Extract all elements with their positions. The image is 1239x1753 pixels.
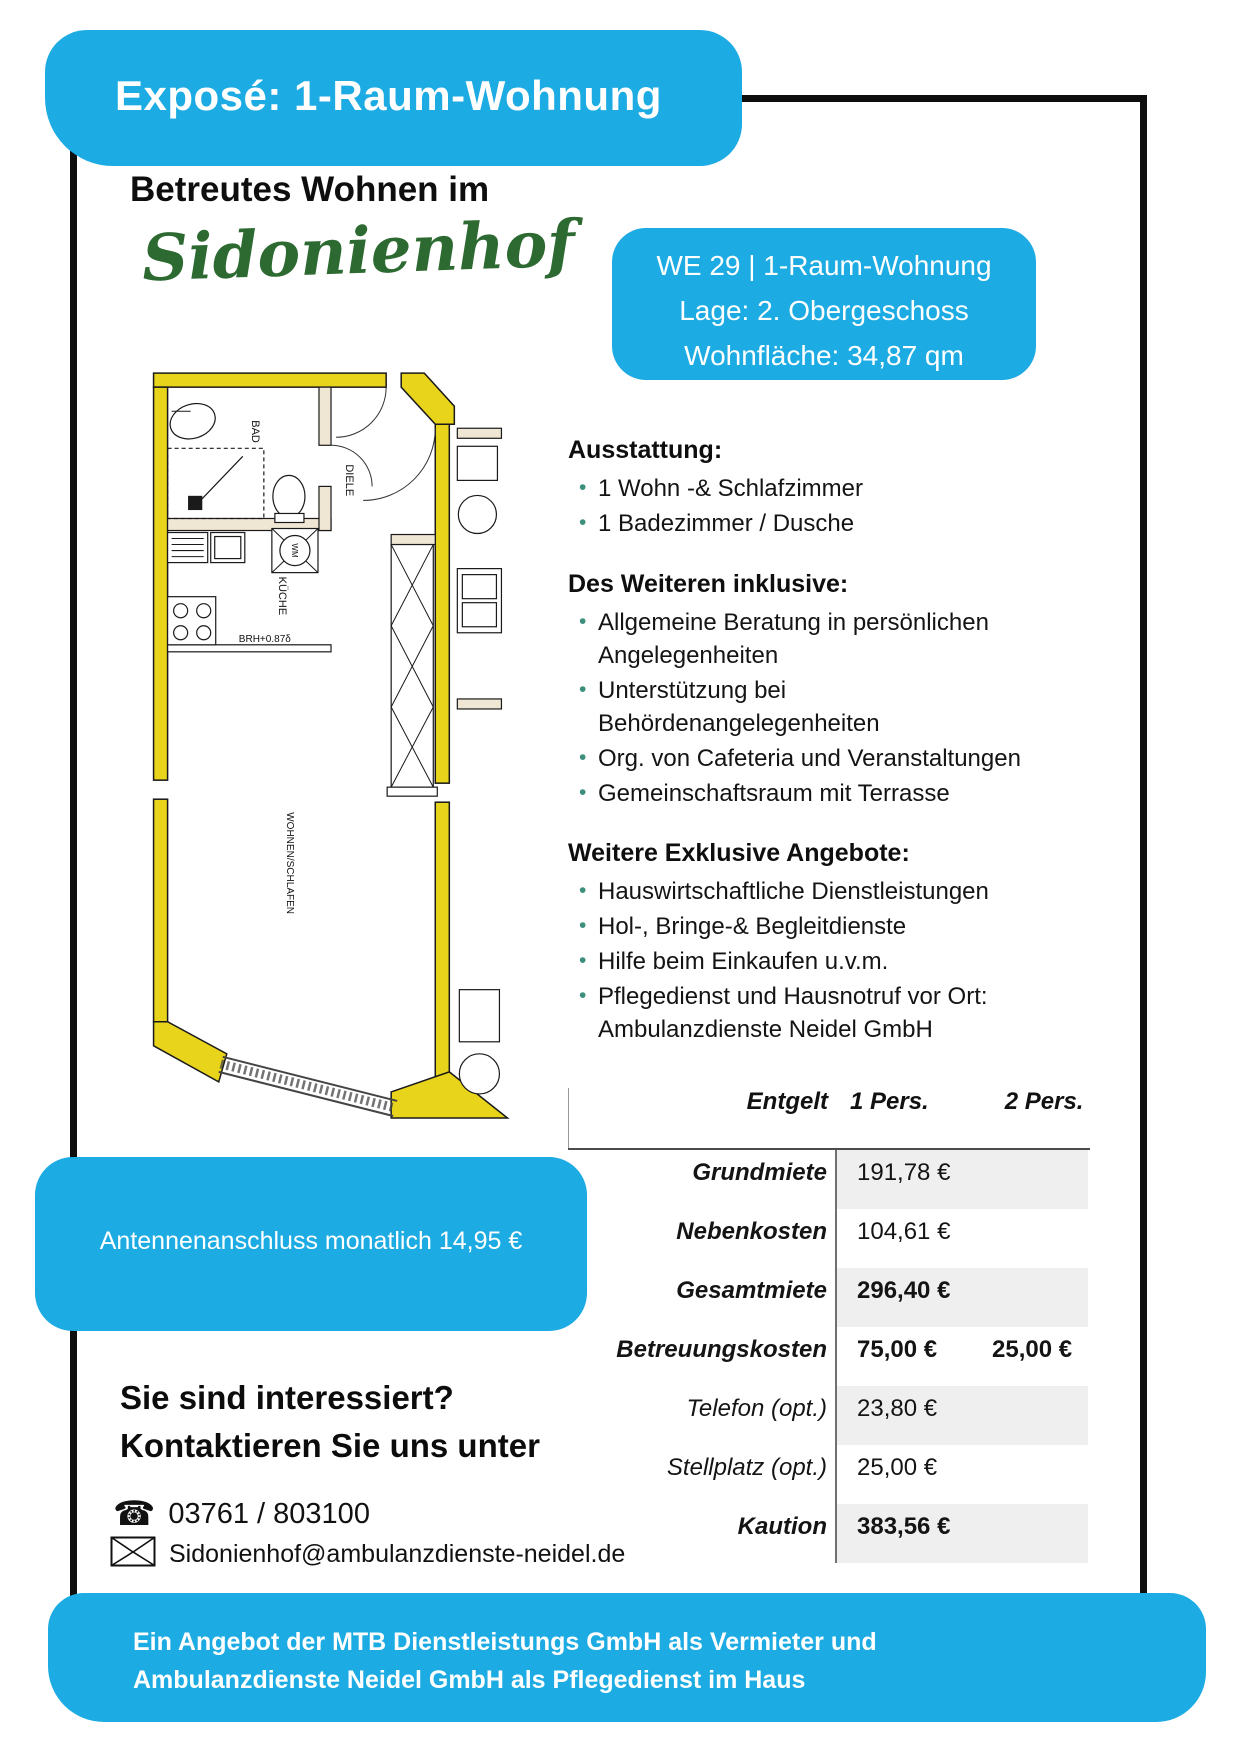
interest-line1: Sie sind interessiert? xyxy=(120,1379,454,1416)
unit-number: WE 29 | 1-Raum-Wohnung xyxy=(656,250,992,281)
row-label: Stellplatz (opt.) xyxy=(666,1454,827,1481)
table-row xyxy=(568,1268,1090,1327)
room-label-bad: BAD xyxy=(248,420,261,443)
brand-name: Sidonienhof xyxy=(140,206,576,297)
phone-contact xyxy=(113,1494,370,1534)
section-title-inklusive: Des Weiteren inklusive: xyxy=(568,570,849,598)
fixtures xyxy=(165,398,501,1094)
phone-number: 03761 / 803100 xyxy=(168,1497,370,1530)
list-angebote xyxy=(568,875,1050,1046)
price-table xyxy=(568,1088,1090,1563)
list-item: • Org. von Cafeteria und Veranstaltungen xyxy=(598,742,1030,775)
list-item: • Hol-, Bringe-& Begleitdienste xyxy=(598,910,1030,943)
row-value-1pers: 104,61 € xyxy=(857,1218,951,1245)
row-value-1pers: 75,00 € xyxy=(857,1336,938,1363)
page-title: Exposé: 1-Raum-Wohnung xyxy=(115,72,662,119)
balcony-window xyxy=(219,1057,397,1116)
table-row xyxy=(568,1504,1090,1563)
list-item: • Pflegedienst und Hausnotruf vor Ort: Ambulanzdienste Neidel GmbH xyxy=(598,980,1030,1046)
table-row xyxy=(568,1445,1090,1504)
col-header-1pers: 1 Pers. xyxy=(850,1088,929,1115)
row-value-1pers: 296,40 € xyxy=(857,1277,951,1304)
list-item: • Unterstützung bei Behördenangelegenheiten xyxy=(598,674,1030,740)
room-label-diele: DIELE xyxy=(343,464,356,497)
interest-heading xyxy=(120,1374,540,1470)
row-value-1pers: 383,56 € xyxy=(857,1513,951,1540)
email-contact xyxy=(110,1536,625,1572)
row-label: Kaution xyxy=(737,1513,827,1540)
list-inklusive xyxy=(568,606,1050,810)
section-title-angebote: Weitere Exklusive Angebote: xyxy=(568,839,910,867)
list-item: • Gemeinschaftsraum mit Terrasse xyxy=(598,777,1030,810)
price-table-header xyxy=(568,1088,1090,1148)
row-value-2pers: 25,00 € xyxy=(992,1336,1073,1363)
phone-icon: ☎ xyxy=(113,1495,156,1533)
unit-floor: Lage: 2. Obergeschoss xyxy=(679,295,969,326)
footer-line1: Ein Angebot der MTB Dienstleistungs GmbH als Vermieter und xyxy=(133,1628,877,1656)
col-header-entgelt: Entgelt xyxy=(568,1088,828,1148)
row-value-1pers: 23,80 € xyxy=(857,1395,938,1422)
envelope-icon xyxy=(110,1536,156,1572)
row-label: Nebenkosten xyxy=(676,1218,827,1245)
antenna-info-box xyxy=(35,1157,587,1331)
price-table-body xyxy=(568,1148,1090,1563)
table-row xyxy=(568,1150,1090,1209)
row-value-1pers: 25,00 € xyxy=(857,1454,938,1481)
table-row xyxy=(568,1386,1090,1445)
row-value-1pers: 191,78 € xyxy=(857,1159,951,1186)
section-title-ausstattung: Ausstattung: xyxy=(568,436,723,464)
col-header-2pers: 2 Pers. xyxy=(1004,1088,1084,1115)
footer-line2: Ambulanzdienste Neidel GmbH als Pflegedienst im Haus xyxy=(133,1666,806,1694)
row-label: Gesamtmiete xyxy=(676,1277,827,1304)
list-item: • Hauswirtschaftliche Dienstleistungen xyxy=(598,875,1030,908)
room-label-wohnen: WOHNEN/SCHLAFEN xyxy=(283,812,295,915)
antenna-text: Antennenanschluss monatlich 14,95 € xyxy=(99,1227,523,1255)
sill-height-label: BRH+0.87δ xyxy=(238,633,291,645)
list-item: • 1 Badezimmer / Dusche xyxy=(598,507,1030,540)
title-banner xyxy=(45,30,742,166)
table-row xyxy=(568,1209,1090,1268)
list-ausstattung xyxy=(568,472,1050,540)
feature-sections xyxy=(568,436,1050,1048)
unit-area: Wohnfläche: 34,87 qm xyxy=(684,340,964,371)
floor-plan xyxy=(138,328,510,1120)
list-item: • Allgemeine Beratung in persönlichen Angelegenheiten xyxy=(598,606,1030,672)
list-item: • Hilfe beim Einkaufen u.v.m. xyxy=(598,945,1030,978)
email-address: Sidonienhof@ambulanzdienste-neidel.de xyxy=(169,1539,626,1568)
row-label: Grundmiete xyxy=(692,1159,827,1186)
row-label: Betreuungskosten xyxy=(616,1336,827,1363)
footer-banner xyxy=(48,1593,1206,1722)
row-label: Telefon (opt.) xyxy=(686,1395,827,1422)
unit-info-box xyxy=(612,228,1036,380)
footer-text xyxy=(133,1623,877,1699)
interest-line2: Kontaktieren Sie uns unter xyxy=(120,1427,540,1464)
floor-plan-walls xyxy=(154,373,508,1118)
room-label-kueche: KÜCHE xyxy=(275,576,288,616)
list-item: • 1 Wohn -& Schlafzimmer xyxy=(598,472,1030,505)
intro-heading: Betreutes Wohnen im xyxy=(130,170,490,209)
table-row xyxy=(568,1327,1090,1386)
washer-label: WM xyxy=(289,543,299,558)
